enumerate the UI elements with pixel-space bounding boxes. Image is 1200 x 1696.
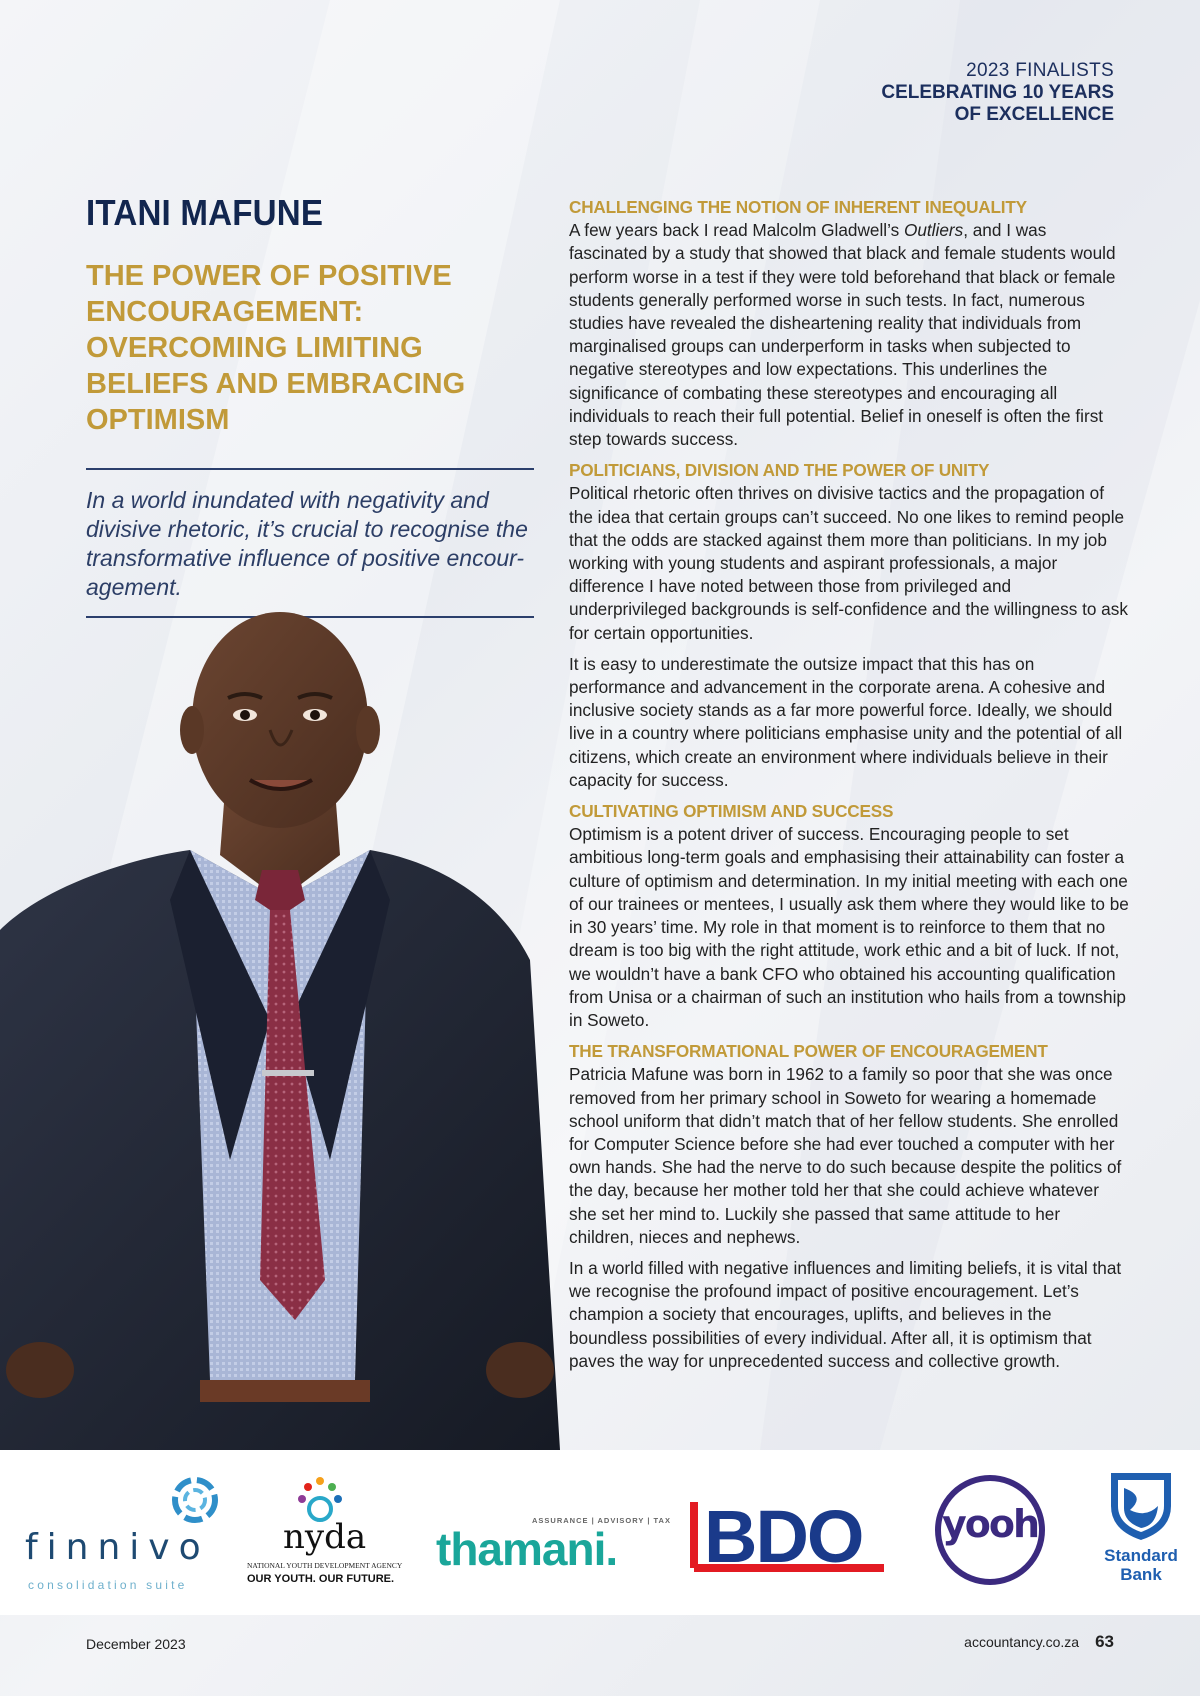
footer-right [964,1632,1114,1652]
section-paragraph: Political rhetoric often thrives on divisive tactics and the propagation of the idea that certain groups can’t succeed. No one likes to remind people that the odds are stacked against them more than politicians. In my job working with young students and aspirant professionals, a major difference I have noted between those from privileged and underprivileged backgrounds is self-confidence and the willingness to ask for certain opportunities. [569,483,1128,643]
text-run: A few years back I read Malcolm Gladwell’s [569,220,904,241]
section-paragraph: In a world filled with negative influences and limiting beliefs, it is vital that we recognise the profound impact of positive encouragement. Let’s champion a society that encourages, uplifts, and believes in the boundless possibilities of every individual. After all, it is optimism that paves the way for unprecedented success and collective growth. [569,1257,1122,1371]
article-title: THE POWER OF POSITIVE ENCOURAGEMENT: OVERCOMING LIMITING BELIEFS AND EMBRACING OPTIMISM [86,260,466,436]
nyda-wordmark: nyda [283,1517,367,1557]
thamani-tagline: ASSURANCE | ADVISORY | TAX [532,1516,671,1525]
section-paragraph [569,219,1129,451]
section-paragraph: Optimism is a potent driver of success. Encouraging people to set ambitious long-term goals and emphasising their attainability can foster a culture of optimism and determination. In my initial meeting with each one of our trainees or mentees, I usually ask them where they would like to be in 30 years’ time. My role in that moment is to reinforce to them that no dream is too big with the right attitude, work ethic and a bit of luck. If not, we wouldn’t have a bank CFO who obtained his accounting qualification from Unisa or a chairman of such an institution who hails from a township in Soweto. [569,824,1129,1030]
sponsor-logos [0,1450,1200,1615]
section-heading: POLITICIANS, DIVISION AND THE POWER OF UNITY [569,460,990,481]
standard-bank-shield-icon [1106,1468,1176,1542]
celebrating-label-line2: OF EXCELLENCE [954,104,1114,125]
author-name: ITANI MAFUNE [86,192,324,233]
finnivo-wordmark: finnivo [25,1527,210,1568]
standard-bank-line1: Standard [1104,1546,1178,1565]
thamani-logo [436,1510,671,1580]
standard-bank-logo [1096,1468,1186,1603]
page-number: 63 [1095,1632,1114,1651]
yooh-wordmark: yooh [941,1502,1039,1546]
website-url: accountancy.co.za [964,1634,1080,1650]
thamani-wordmark: thamani. [436,1523,618,1575]
author-portrait [0,600,560,1450]
finnivo-logo [25,1475,215,1595]
divider-top [86,468,534,470]
bdo-logo [690,1495,890,1580]
yooh-logo [932,1472,1048,1588]
celebrating-label-line1: CELEBRATING 10 YEARS [881,82,1114,103]
text-run: , and I was fascinated by a study that showed that black and female students would perform worse in a test if they were told beforehand that black or female students generally performed worse in such tests. In fact, numerous studies have revealed the disheartening reality that individuals from marginalised groups can underperform in tasks when subjected to negative stereotypes and low expectations. This underlines the significance of combating these stereotypes and encouraging all individuals to reach their full potential. Belief in oneself is often the first step towards success. [569,220,1116,450]
bdo-wordmark: BDO [704,1495,863,1578]
standard-bank-line2: Bank [1120,1565,1162,1584]
finnivo-swirl-icon [165,1475,225,1525]
section-heading: CHALLENGING THE NOTION OF INHERENT INEQUALITY [569,197,1027,217]
nyda-logo [245,1475,405,1600]
section-heading: THE TRANSFORMATIONAL POWER OF ENCOURAGEMENT [569,1041,1048,1062]
nyda-slogan: OUR YOUTH. OUR FUTURE. [247,1573,395,1585]
article-body [569,196,1129,1381]
issue-date: December 2023 [86,1636,186,1652]
bdo-red-bar [690,1502,698,1568]
intro-quote: In a world inundated with negativity and divisive rhetoric, it’s crucial to recognise the transformative influence of positive encour-agement. [86,487,528,600]
finalists-label: 2023 FINALISTS [966,60,1114,81]
section-heading: CULTIVATING OPTIMISM AND SUCCESS [569,801,894,822]
section-paragraph: It is easy to underestimate the outsize impact that this has on performance and advancement in the corporate arena. A cohesive and inclusive society stands as a far more powerful force. Ideally, we should live in a country where politicians emphasise unity and the potential of all citizens, which create an environment where individuals believe in their capacity for success. [569,653,1123,790]
issue-header [881,60,1114,126]
book-title: Outliers [903,220,964,241]
section-paragraph: Patricia Mafune was born in 1962 to a family so poor that she was once removed from her primary school in Soweto for wearing a homemade school uniform that didn’t match that of her fellow students. She enrolled for Computer Science before she had ever touched a computer with her own hands. She had the nerve to do such because despite the politics of the day, because her mother told her that she could achieve whatever she set her mind to. Luckily she passed that same attitude to her children, nieces and nephews. [569,1064,1122,1247]
finnivo-tagline: consolidation suite [28,1578,188,1592]
nyda-agency-name: NATIONAL YOUTH DEVELOPMENT AGENCY [247,1561,403,1570]
